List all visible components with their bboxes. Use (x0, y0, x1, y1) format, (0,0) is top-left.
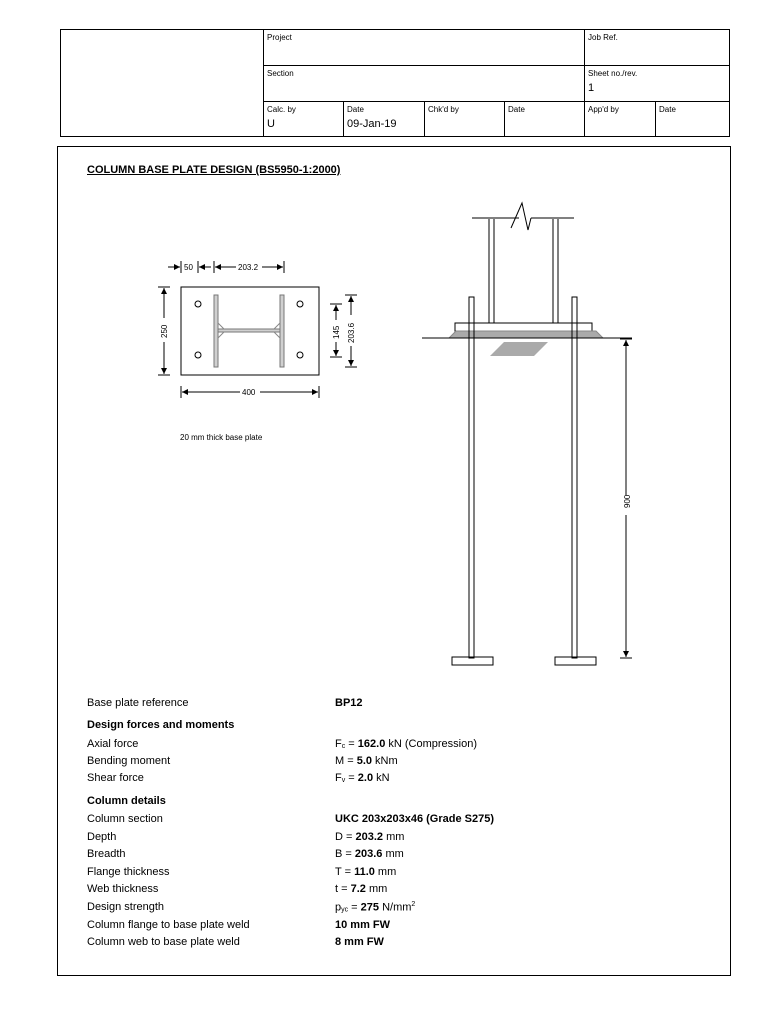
strength-superscript: 2 (411, 901, 416, 908)
dim-height-label: 250 (160, 324, 169, 338)
chkd-label: Chk'd by (428, 105, 459, 114)
bending-number: 5.0 (356, 755, 372, 767)
axial-equals: = (345, 738, 358, 750)
axial-number: 162.0 (357, 738, 386, 750)
strength-label: Design strength (87, 901, 165, 913)
section-label: Section (267, 69, 294, 78)
depth-value (335, 831, 404, 843)
column-heading: Column details (87, 795, 166, 807)
column-flange-left (214, 295, 218, 367)
flange-value (335, 866, 396, 878)
flange-symbol: T = (335, 866, 355, 878)
flange-label: Flange thickness (87, 866, 170, 878)
date1-label: Date (347, 105, 364, 114)
web-number: 7.2 (350, 883, 366, 895)
depth-symbol: D = (335, 831, 356, 843)
holding-down-bolt (469, 297, 474, 658)
shear-number: 2.0 (357, 772, 374, 784)
project-label: Project (267, 33, 292, 42)
strength-number: 275 (360, 901, 380, 914)
sheet-label: Sheet no./rev. (588, 69, 638, 78)
dim-depth-label: 203.2 (238, 263, 259, 272)
column-flange-right (280, 295, 284, 367)
web-weld-label: Column web to base plate weld (87, 936, 240, 948)
bending-label: Bending moment (87, 755, 171, 767)
concrete-hatch (490, 342, 548, 356)
web-symbol: t = (335, 883, 351, 895)
bending-value (335, 755, 398, 767)
shear-label: Shear force (87, 772, 144, 784)
flange-unit: mm (374, 866, 397, 878)
axial-symbol: F (335, 738, 342, 750)
date3-label: Date (659, 105, 676, 114)
breadth-value (335, 848, 404, 860)
bolt-hole (297, 301, 303, 307)
flange-weld-label: Column flange to base plate weld (87, 919, 250, 931)
plan-view (158, 261, 357, 398)
web-weld-value: 8 mm FW (335, 936, 384, 948)
strength-unit: N/mm (379, 901, 412, 914)
axial-label: Axial force (87, 738, 139, 750)
plate-thickness-note: 20 mm thick base plate (180, 433, 263, 442)
breadth-number: 203.6 (354, 848, 383, 860)
ref-label: Base plate reference (87, 697, 189, 709)
sheet-value: 1 (588, 82, 595, 94)
strength-equals: = (348, 901, 361, 914)
depth-label: Depth (87, 831, 117, 843)
breadth-symbol: B = (335, 848, 355, 860)
web-value (335, 883, 387, 895)
break-line (511, 203, 531, 230)
ref-value: BP12 (335, 697, 363, 709)
bolt-hole (195, 352, 201, 358)
shear-equals: = (345, 772, 358, 784)
depth-number: 203.2 (355, 831, 384, 843)
shear-subscript: v (341, 777, 346, 784)
date1-value: 09-Jan-19 (347, 118, 397, 130)
elevation-view (422, 203, 632, 665)
appd-label: App'd by (588, 105, 619, 114)
web-label: Web thickness (87, 883, 159, 895)
strength-value (335, 901, 415, 914)
grout-bed (449, 331, 603, 338)
breadth-label: Breadth (87, 848, 126, 860)
bolt-hole (297, 352, 303, 358)
dim-breadth-label: 203.6 (347, 322, 356, 343)
base-plate-section (455, 323, 592, 331)
date2-label: Date (508, 105, 525, 114)
strength-symbol: p (335, 901, 342, 914)
shear-value (335, 772, 390, 784)
dim-width-label: 400 (242, 388, 256, 397)
flange-number: 11.0 (354, 866, 375, 878)
section-value: UKC 203x203x46 (Grade S275) (335, 813, 494, 825)
jobref-label: Job Ref. (588, 33, 618, 42)
axial-subscript: c (341, 743, 346, 750)
bending-symbol: M = (335, 755, 357, 767)
section-label: Column section (87, 813, 163, 825)
calcby-value: U (267, 118, 275, 130)
axial-value (335, 738, 477, 750)
strength-subscript: yc (341, 906, 349, 914)
page-title: COLUMN BASE PLATE DESIGN (BS5950-1:2000) (87, 164, 341, 176)
depth-unit: mm (383, 831, 405, 843)
web-unit: mm (365, 883, 388, 895)
forces-heading: Design forces and moments (87, 719, 235, 731)
calcby-label: Calc. by (267, 105, 296, 114)
bolt-hole (195, 301, 201, 307)
dim-inner-label: 145 (332, 325, 341, 339)
bending-unit: kNm (372, 755, 398, 767)
dim-edge-label: 50 (184, 263, 193, 272)
flange-weld-value: 10 mm FW (335, 919, 391, 931)
shear-symbol: F (335, 772, 342, 784)
axial-unit: kN (Compression) (385, 738, 477, 750)
shear-unit: kN (373, 772, 390, 784)
column-web (218, 329, 280, 332)
breadth-unit: mm (382, 848, 404, 860)
dim-elevation-label: 900 (623, 494, 632, 508)
holding-down-bolt (572, 297, 577, 658)
